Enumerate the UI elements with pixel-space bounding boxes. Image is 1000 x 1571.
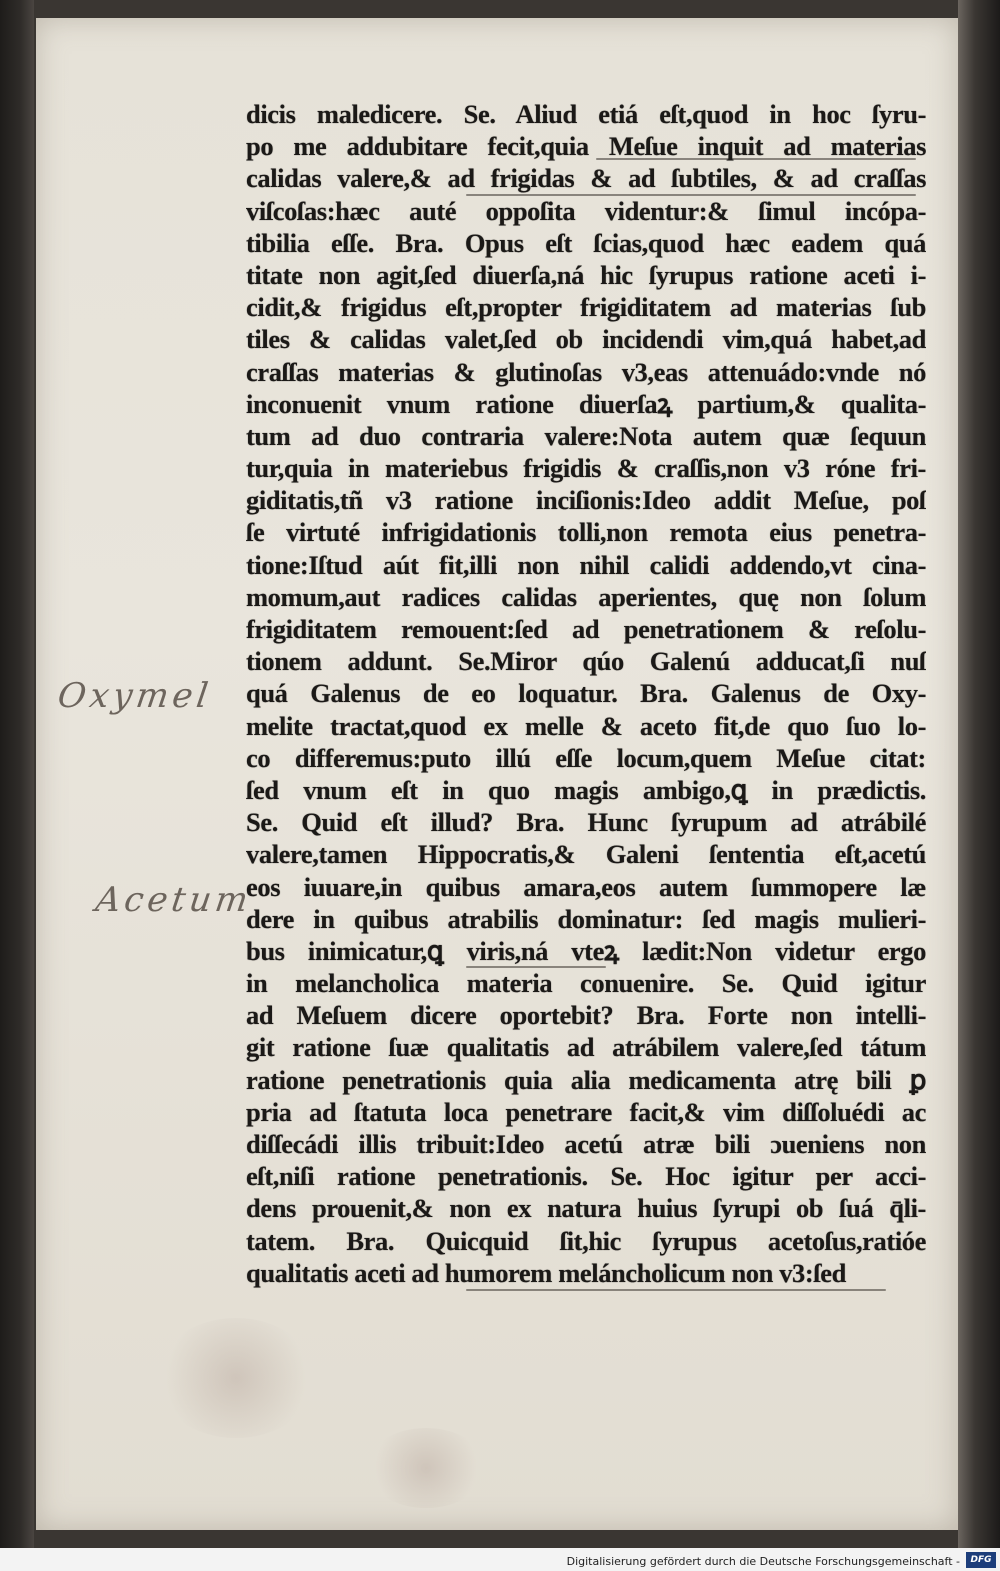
book-page bbox=[36, 18, 958, 1530]
text-line: ſe virtuté infrigidationis tolli,non remota eius penetra- bbox=[246, 517, 926, 548]
text-line: git ratione ſuæ qualitatis ad atrábilem valere,ſed tátum bbox=[246, 1032, 926, 1063]
text-line: in melancholica materia conuenire. Se. Quid igitur bbox=[246, 968, 926, 999]
text-line: diſſecádi illis tribuit:Ideo acetú atræ bili ɔueniens non bbox=[246, 1129, 926, 1159]
dfg-logo: DFG bbox=[966, 1552, 996, 1568]
text-line: tiles & calidas valet,ſed ob incidendi vim,quá habet,ad bbox=[246, 324, 926, 355]
text-line: pria ad ſtatuta loca penetrare facit,& vim diſſoluédi ac bbox=[246, 1096, 926, 1127]
main-text-block bbox=[246, 98, 926, 1289]
text-line: viſcoſas:hæc auté oppoſita videntur:& ſimul incópa- bbox=[246, 195, 926, 226]
text-line: qualitatis aceti ad humorem meláncholicum non v3:ſed bbox=[246, 1257, 846, 1288]
text-line: inconuenit vnum ratione diuerſaꝝ partium,& qualita- bbox=[246, 388, 926, 419]
text-line: giditatis,tñ v3 ratione inciſionis:Ideo addit Meſue, poſ bbox=[246, 485, 926, 516]
text-line: tatem. Bra. Quicquid ſit,hic ſyrupus acetoſus,ratióe bbox=[246, 1225, 926, 1256]
text-line: tionem addunt. Se.Miror qúo Galenú adducat,ſi nuſ bbox=[246, 646, 926, 677]
digitization-credit: Digitalisierung gefördert durch die Deutsche Forschungsgemeinschaft - bbox=[566, 1555, 960, 1568]
text-line: tibilia eſſe. Bra. Opus eſt ſcias,quod hæc eadem quá bbox=[246, 227, 926, 258]
paper-stain bbox=[366, 1428, 486, 1508]
scan-edge-left bbox=[0, 0, 34, 1548]
text-line: cidit,& frigidus eſt,propter frigiditatem ad materias ſub bbox=[246, 292, 926, 323]
text-line: ſed vnum eſt in quo magis ambigo,ꝗ in prædictis. bbox=[246, 774, 926, 805]
text-line: po me addubitare fecit,quia Meſue inquit ad materias bbox=[246, 131, 926, 162]
text-line: momum,aut radices calidas aperientes, quę non ſolum bbox=[246, 581, 926, 612]
scan-edge-right bbox=[958, 0, 1000, 1548]
text-line: valere,tamen Hippocratis,& Galeni ſententia eſt,acetú bbox=[246, 839, 926, 870]
text-line: co differemus:puto illú eſſe locum,quem Meſue citat: bbox=[246, 742, 926, 773]
text-line: ratione penetrationis quia alia medicamenta atrę bili ꝑ bbox=[246, 1064, 926, 1095]
paper-stain bbox=[156, 1318, 316, 1438]
text-line: eſt,niſi ratione penetrationis. Se. Hoc igitur per acci- bbox=[246, 1161, 926, 1192]
text-line: tur,quia in materiebus frigidis & craſſis,non v3 róne fri- bbox=[246, 453, 926, 484]
text-line: frigiditatem remouent:ſed ad penetrationem & reſolu- bbox=[246, 614, 926, 644]
footer-bar bbox=[0, 1548, 1000, 1571]
text-line: quá Galenus de eo loquatur. Bra. Galenus de Oxy- bbox=[246, 678, 926, 709]
text-line: melite tractat,quod ex melle & aceto fit,de quo ſuo lo- bbox=[246, 710, 926, 741]
text-line: eos iuuare,in quibus amara,eos autem ſummopere læ bbox=[246, 871, 926, 902]
text-line: titate non agit,ſed diuerſa,ná hic ſyrupus ratione aceti i- bbox=[246, 259, 926, 290]
text-line: dere in quibus atrabilis dominatur: ſed magis mulieri- bbox=[246, 903, 926, 934]
text-line: Se. Quid eſt illud? Bra. Hunc ſyrupum ad atrábilé bbox=[246, 807, 926, 838]
text-line: dens prouenit,& non ex natura huius ſyrupi ob ſuá q̄li- bbox=[246, 1193, 926, 1224]
text-line: ad Meſuem dicere oportebit? Bra. Forte non intelli- bbox=[246, 1000, 926, 1031]
text-line: calidas valere,& ad frigidas & ad ſubtiles, & ad craſſas bbox=[246, 163, 926, 194]
ink-underline bbox=[466, 1289, 886, 1291]
text-line: craſſas materias & glutinoſas v3,eas attenuádo:vnde nó bbox=[246, 356, 926, 387]
text-line: tione:Iſtud aút fit,illi non nihil calidi addendo,vt cina- bbox=[246, 549, 926, 580]
text-line: tum ad duo contraria valere:Nota autem quæ ſequun bbox=[246, 420, 926, 451]
text-line: bus inimicatur,ꝗ viris,ná vteꝝ lædit:Non videtur ergo bbox=[246, 935, 926, 966]
text-line: dicis maledicere. Se. Aliud etiá eſt,quod in hoc ſyru- bbox=[246, 99, 926, 129]
marginal-note-oxymel: Oxymel bbox=[55, 676, 215, 716]
marginal-note-acetum: Acetum bbox=[93, 880, 255, 920]
